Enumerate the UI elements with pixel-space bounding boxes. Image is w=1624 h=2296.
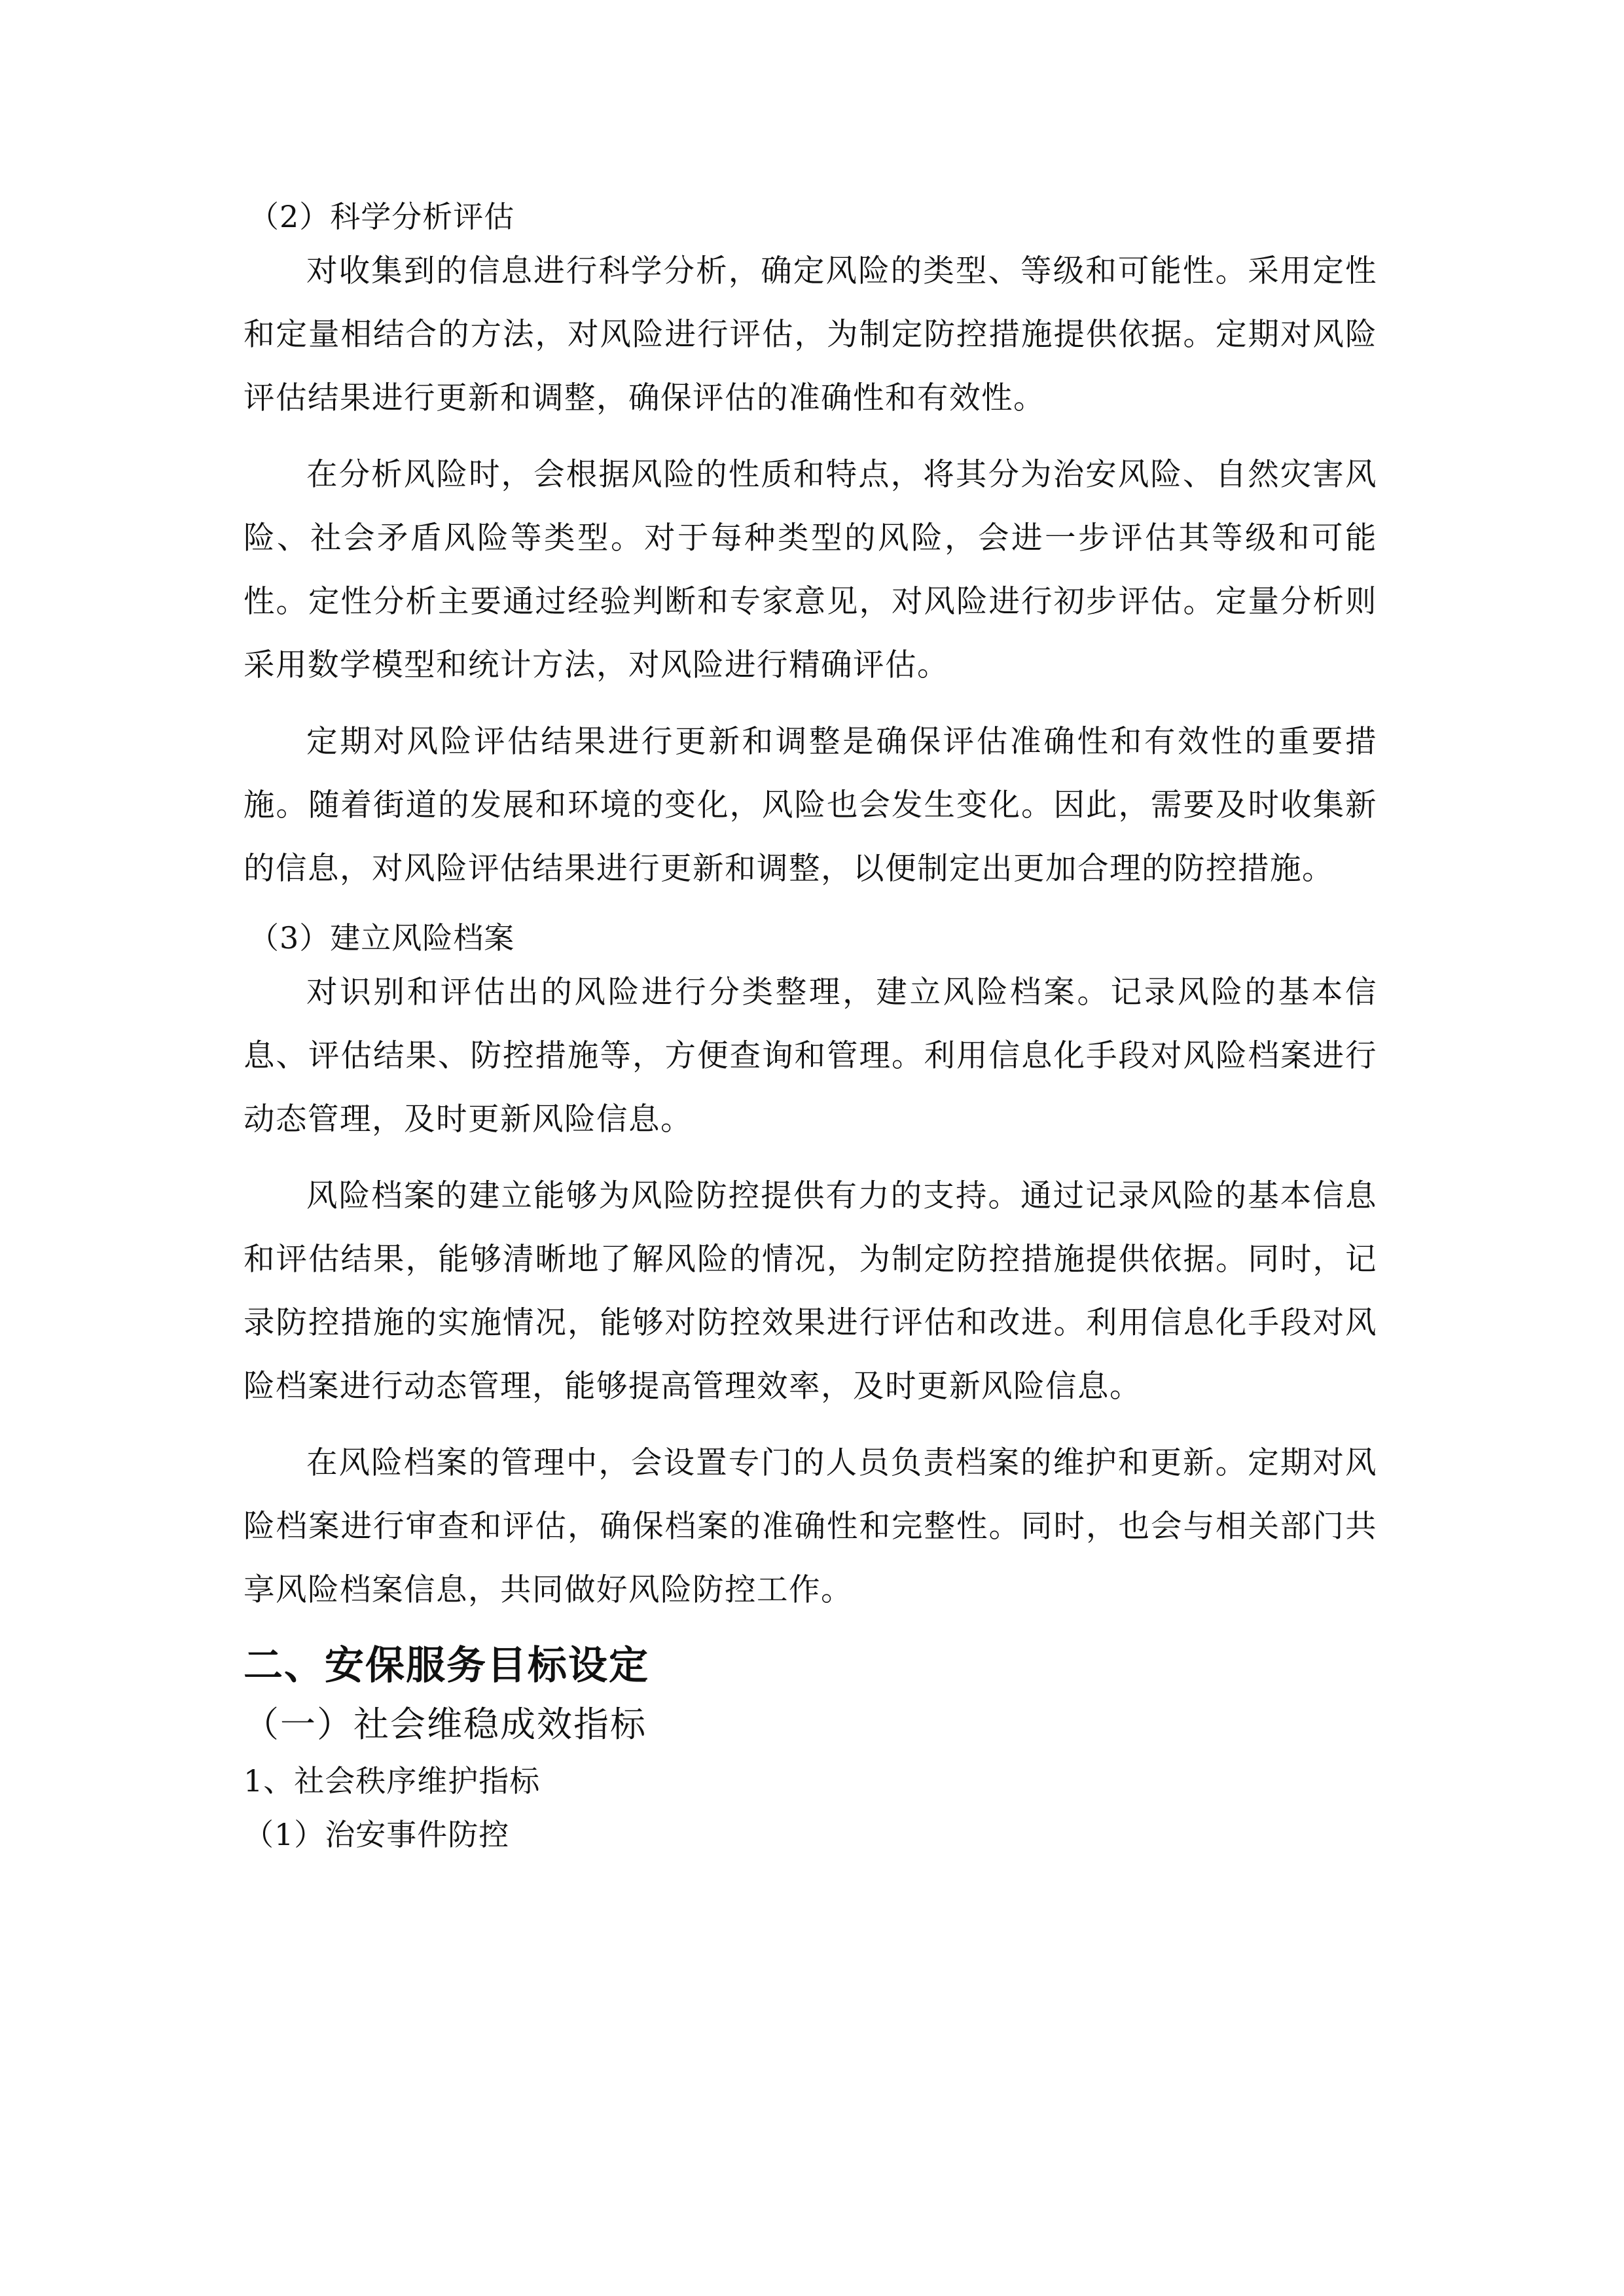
chapter-title: 二、安保服务目标设定 bbox=[244, 1643, 649, 1689]
section-2-heading: （2）科学分析评估 bbox=[249, 199, 515, 234]
section-2-paragraph-2: 在分析风险时，会根据风险的性质和特点，将其分为治安风险、自然灾害风险、社会矛盾风险等类型。对于每种类型的风险，会进一步评估其等级和可能性。定性分析主要通过经验判断和专家意见，对风险进行初步评估。定量分析则采用数学模型和统计方法，对风险进行精确评估。 bbox=[244, 457, 1377, 683]
section-3-heading: （3）建立风险档案 bbox=[249, 920, 515, 956]
section-2-paragraph-1: 对收集到的信息进行科学分析，确定风险的类型、等级和可能性。采用定性和定量相结合的方法，对风险进行评估，为制定防控措施提供依据。定期对风险评估结果进行更新和调整，确保评估的准确性和有效性。 bbox=[244, 253, 1377, 416]
section-3-paragraph-1: 对识别和评估出的风险进行分类整理，建立风险档案。记录风险的基本信息、评估结果、防控措施等，方便查询和管理。利用信息化手段对风险档案进行动态管理，及时更新风险信息。 bbox=[244, 975, 1377, 1138]
chapter-item: 1、社会秩序维护指标 bbox=[244, 1763, 541, 1799]
section-3-paragraph-3: 在风险档案的管理中，会设置专门的人员负责档案的维护和更新。定期对风险档案进行审查和评估，确保档案的准确性和完整性。同时，也会与相关部门共享风险档案信息，共同做好风险防控工作。 bbox=[244, 1445, 1377, 1608]
section-2-paragraph-3: 定期对风险评估结果进行更新和调整是确保评估准确性和有效性的重要措施。随着街道的发展和环境的变化，风险也会发生变化。因此，需要及时收集新的信息，对风险评估结果进行更新和调整，以便制定出更加合理的防控措施。 bbox=[244, 724, 1377, 887]
chapter-subtitle: （一）社会维稳成效指标 bbox=[244, 1704, 647, 1745]
page-content bbox=[244, 194, 1377, 1861]
section-3-paragraph-2: 风险档案的建立能够为风险防控提供有力的支持。通过记录风险的基本信息和评估结果，能够清晰地了解风险的情况，为制定防控措施提供依据。同时，记录防控措施的实施情况，能够对防控效果进行评估和改进。利用信息化手段对风险档案进行动态管理，能够提高管理效率，及时更新风险信息。 bbox=[244, 1178, 1377, 1405]
chapter-subitem: （1）治安事件防控 bbox=[244, 1817, 510, 1852]
